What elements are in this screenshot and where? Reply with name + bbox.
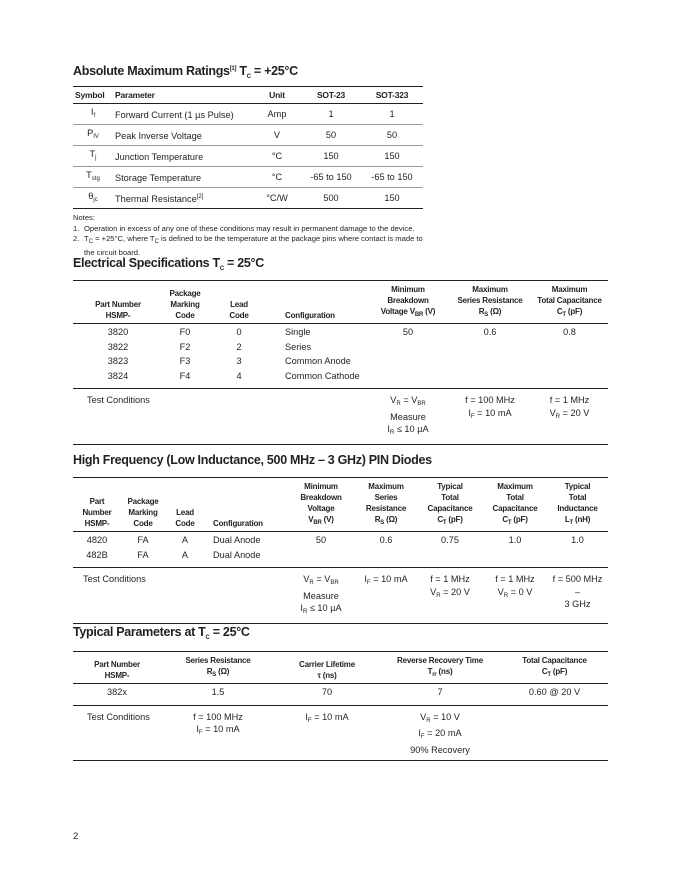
configuration: Single (285, 327, 311, 337)
test-conditions-row (73, 568, 608, 624)
elec-title: Electrical Specifications $T_C = 25^\circ C$ (73, 256, 264, 272)
series-resistance: 0.6 (483, 327, 497, 337)
typ-section (73, 625, 608, 761)
marking-code: F0 (179, 327, 191, 337)
test-conditions-label: Test Conditions (73, 705, 161, 761)
marking-code: F2 (179, 341, 191, 352)
table-row (73, 146, 423, 167)
amr-title: Absolute Maximum Ratings[1] $T_C = +25^\circ C$ (73, 64, 298, 80)
typical-capacitance: 0.75 (441, 535, 459, 545)
header-maximum-capacitance: Maximum Total Capacitance $C_T$ (pF) (483, 478, 547, 532)
header-part-number: Part Number HSMP- (73, 281, 163, 324)
cond-recovery: $V_R = 10$ V $I_F = 20$ mA 90% Recovery (379, 705, 501, 761)
inductance: 1.0 (571, 535, 584, 545)
marking-code: FA (137, 535, 149, 545)
cond-typical-capacitance: f = 1 MHz $V_R = 20$ V (417, 568, 483, 624)
cond-maximum-capacitance: f = 1 MHz $V_R = 0$ V (483, 568, 547, 624)
header-inductance: Typical Total Inductance $L_T$ (nH) (547, 478, 608, 532)
series-resistance: 0.6 (379, 535, 393, 545)
table-row (73, 188, 423, 209)
series-resistance: 1.5 (161, 684, 275, 706)
configuration: Dual Anode (213, 535, 261, 545)
test-conditions-row (73, 389, 608, 445)
header-part-number: Part Number HSMP- (73, 478, 121, 532)
sot23-value: 50 (301, 125, 361, 146)
elec-section (73, 256, 608, 445)
parameter: Storage Temperature (113, 167, 253, 188)
table-row (73, 339, 608, 354)
part-number: 3820 (107, 327, 129, 337)
header-breakdown-voltage: Minimum Breakdown Voltage $V_{BR}$ (V) (287, 478, 355, 532)
hf-section (73, 453, 608, 624)
parameter: Junction Temperature (113, 146, 253, 167)
cond-lifetime: $I_F = 10$ mA (275, 705, 379, 761)
configuration: Common Cathode (271, 368, 367, 389)
table-row (73, 104, 423, 125)
unit: Amp (253, 104, 301, 125)
typ-table (73, 651, 608, 761)
table-row (73, 324, 608, 339)
total-capacitance: 0.8 (563, 327, 576, 337)
table-row (73, 547, 608, 568)
unit: °C (253, 167, 301, 188)
amr-section (73, 64, 423, 258)
note-2: 2. $T_C = +25^\circ C$, where $T_C$ is defined to be the temperature at the package pins where contact is made to the circuit board. (73, 234, 423, 257)
configuration: Series (285, 341, 312, 352)
header-symbol: Symbol (73, 87, 113, 104)
symbol: $\theta_{jc}$ (73, 188, 113, 209)
parameter: Forward Current (1 µs Pulse) (113, 104, 253, 125)
symbol: $I_f$ (73, 104, 113, 125)
cond-resistance: $I_F = 10$ mA (355, 568, 417, 624)
marking-code: FA (121, 547, 165, 568)
notes-label: Notes: (73, 213, 95, 222)
test-conditions-row (73, 705, 608, 761)
configuration: Common Anode (285, 356, 351, 366)
page-number: 2 (73, 831, 79, 842)
table-row (73, 532, 608, 547)
cond-inductance: f = 500 MHz – 3 GHz (547, 568, 608, 624)
sot23-value: 500 (301, 188, 361, 209)
note-1: 1. Operation in excess of any one of these conditions may result in permanent damage to the device. (73, 223, 415, 233)
configuration: Dual Anode (205, 547, 287, 568)
parameter: Thermal Resistance[2] (113, 188, 253, 209)
sot323-value: 50 (361, 125, 423, 146)
part-number: 3824 (73, 368, 163, 389)
unit: °C (253, 146, 301, 167)
cond-breakdown: $V_R = V_{BR}$ Measure $I_R \le 10$ µA (287, 568, 355, 624)
part-number: 3823 (107, 356, 129, 366)
symbol: $T_j$ (73, 146, 113, 167)
header-breakdown-voltage: Minimum Breakdown Voltage $V_{BR}$ (V) (367, 281, 449, 324)
test-conditions-label: Test Conditions (73, 568, 287, 624)
header-lead-code: Lead Code (165, 478, 205, 532)
header-reverse-recovery-time: Reverse Recovery Time $T_{rr}$ (ns) (379, 652, 501, 684)
maximum-capacitance: 1.0 (508, 535, 522, 545)
header-carrier-lifetime: Carrier Lifetime τ (ns) (275, 652, 379, 684)
header-unit: Unit (253, 87, 301, 104)
carrier-lifetime: 70 (275, 684, 379, 706)
table-row (73, 353, 608, 368)
header-parameter: Parameter (113, 87, 253, 104)
header-configuration: Configuration (205, 478, 287, 532)
table-row (73, 684, 608, 706)
lead-code: 0 (236, 327, 242, 337)
parameter: Peak Inverse Voltage (113, 125, 253, 146)
part-number: 4820 (86, 535, 108, 545)
lead-code: A (181, 535, 189, 545)
cond-resistance: f = 100 MHz $I_F = 10$ mA (161, 705, 275, 761)
breakdown-voltage: 50 (402, 327, 414, 337)
lead-code: 3 (236, 356, 242, 366)
sot323-value: 150 (361, 188, 423, 209)
cond-capacitance: f = 1 MHz $V_R = 20$ V (531, 389, 608, 445)
marking-code: F4 (163, 368, 207, 389)
header-series-resistance: Maximum Series Resistance $R_S$ (Ω) (449, 281, 531, 324)
header-part-number: Part Number HSMP- (73, 652, 161, 684)
table-row (73, 368, 608, 389)
header-sot23: SOT-23 (301, 87, 361, 104)
lead-code: 4 (207, 368, 271, 389)
elec-table (73, 280, 608, 445)
cond-resistance: f = 100 MHz $I_F = 10$ mA (449, 389, 531, 445)
part-number: 482B (73, 547, 121, 568)
sot23-value: -65 to 150 (301, 167, 361, 188)
part-number: 3822 (107, 341, 129, 352)
breakdown-voltage: 50 (315, 535, 327, 545)
hf-table (73, 477, 608, 624)
header-series-resistance: Maximum Series Resistance $R_S$ (Ω) (355, 478, 417, 532)
lead-code: 2 (236, 341, 242, 352)
unit: °C/W (253, 188, 301, 209)
test-conditions-label: Test Conditions (73, 389, 367, 445)
header-typical-capacitance: Typical Total Capacitance $C_T$ (pF) (417, 478, 483, 532)
amr-notes (73, 213, 423, 258)
part-number: 382x (73, 684, 161, 706)
hf-title: High Frequency (Low Inductance, 500 MHz – 3 GHz) PIN Diodes (73, 453, 432, 467)
amr-table (73, 86, 423, 209)
header-configuration: Configuration (271, 281, 367, 324)
header-marking-code: Package Marking Code (121, 478, 165, 532)
table-row (73, 167, 423, 188)
typ-title: Typical Parameters at $T_C = 25^\circ C$ (73, 625, 250, 641)
header-series-resistance: Series Resistance $R_S$ (Ω) (161, 652, 275, 684)
cond-breakdown: $V_R = V_{BR}$ Measure $I_R \le 10$ µA (367, 389, 449, 445)
table-row (73, 125, 423, 146)
symbol: $T_{stg}$ (73, 167, 113, 188)
header-marking-code: Package Marking Code (163, 281, 207, 324)
lead-code: A (165, 547, 205, 568)
header-total-capacitance: Total Capacitance $C_T$ (pF) (501, 652, 608, 684)
unit: V (253, 125, 301, 146)
symbol: $P_{IV}$ (73, 125, 113, 146)
sot323-value: 1 (361, 104, 423, 125)
reverse-recovery-time: 7 (379, 684, 501, 706)
sot323-value: 150 (361, 146, 423, 167)
marking-code: F3 (179, 356, 191, 366)
sot23-value: 1 (301, 104, 361, 125)
sot323-value: -65 to 150 (361, 167, 423, 188)
sot23-value: 150 (301, 146, 361, 167)
header-lead-code: Lead Code (207, 281, 271, 324)
total-capacitance: 0.60 @ 20 V (501, 684, 608, 706)
header-total-capacitance: Maximum Total Capacitance $C_T$ (pF) (531, 281, 608, 324)
header-sot323: SOT-323 (361, 87, 423, 104)
